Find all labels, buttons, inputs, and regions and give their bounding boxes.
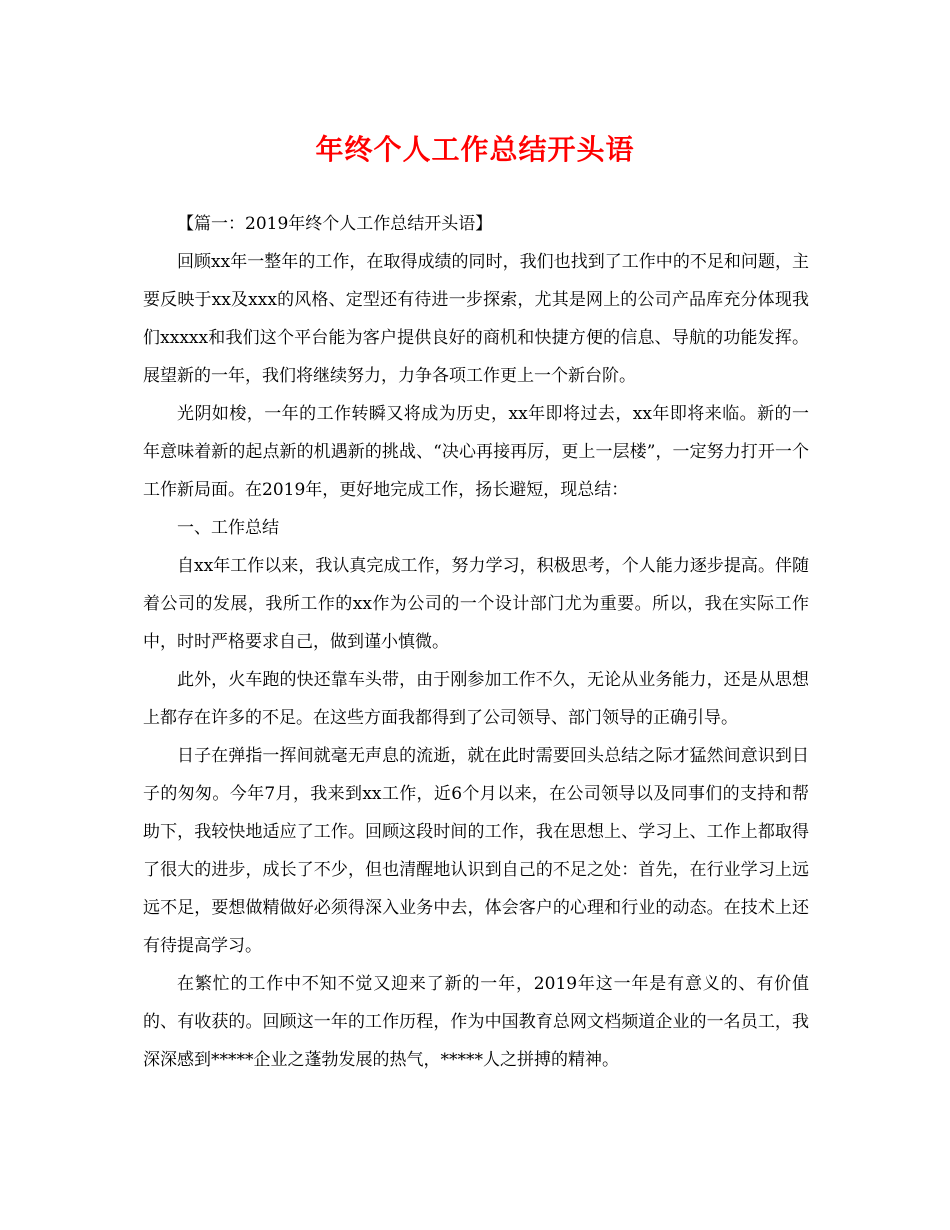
- paragraph-in-addition: 此外，火车跑的快还靠车头带，由于刚参加工作不久，无论从业务能力，还是从思想上都存在许多的不足。在这些方面我都得到了公司领导、部门领导的正确引导。: [143, 670, 809, 728]
- section-heading-article-one: 【篇一：2019年终个人工作总结开头语】: [177, 214, 493, 234]
- paragraph-since-starting: 自xx年工作以来，我认真完成工作，努力学习，积极思考，个人能力逐步提高。伴随着公司的发展，我所工作的xx作为公司的一个设计部门尤为重要。所以，我在实际工作中，时时严格要求自己，做到谨小慎微。: [143, 556, 809, 652]
- document-title: 年终个人工作总结开头语: [315, 133, 635, 166]
- paragraph-days-pass: 日子在弹指一挥间就毫无声息的流逝，就在此时需要回头总结之际才猛然间意识到日子的匆匆。今年7月，我来到xx工作，近6个月以来，在公司领导以及同事们的支持和帮助下，我较快地适应了工作。回顾这段时间的工作，我在思想上、学习上、工作上都取得了很大的进步，成长了不少，但也清醒地认识到自己的不足之处：首先，在行业学习上远远不足，要想做精做好必须得深入业务中去，体会客户的心理和行业的动态。在技术上还有待提高学习。: [143, 746, 809, 956]
- section-heading-work-summary: 一、工作总结: [177, 518, 279, 538]
- paragraph-new-year: 在繁忙的工作中不知不觉又迎来了新的一年，2019年这一年是有意义的、有价值的、有收获的。回顾这一年的工作历程，作为中国教育总网文档频道企业的一名员工，我深深感到*****企业之蓬勃发展的热气，*****人之拼搏的精神。: [143, 974, 809, 1070]
- paragraph-review: 回顾xx年一整年的工作，在取得成绩的同时，我们也找到了工作中的不足和问题，主要反映于xx及xxx的风格、定型还有待进一步探索，尤其是网上的公司产品库充分体现我们xxxxx和我们这个平台能为客户提供良好的商机和快捷方便的信息、导航的功能发挥。展望新的一年，我们将继续努力，力争各项工作更上一个新台阶。: [143, 252, 809, 386]
- paragraph-time-flies: 光阴如梭，一年的工作转瞬又将成为历史，xx年即将过去，xx年即将来临。新的一年意味着新的起点新的机遇新的挑战、“决心再接再厉，更上一层楼”，一定努力打开一个工作新局面。在2019年，更好地完成工作，扬长避短，现总结：: [143, 404, 809, 500]
- document-body: [143, 205, 809, 1079]
